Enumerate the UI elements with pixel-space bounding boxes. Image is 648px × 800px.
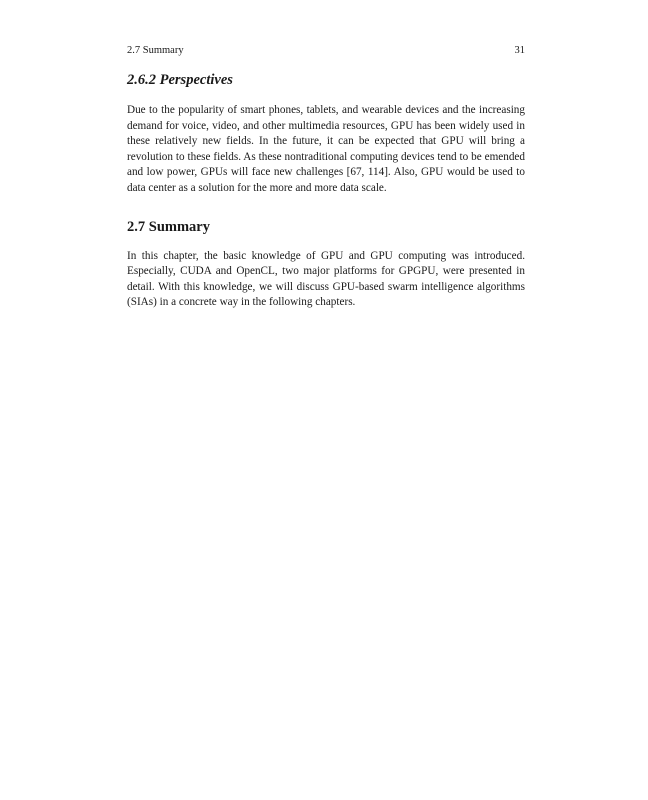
summary-paragraph: In this chapter, the basic knowledge of GPU and GPU computing was introduced. Especially, CUDA and OpenCL, two major platforms for GPGPU, were presented in detail. With this knowledge, we will discuss GPU-based swarm intelligence algorithms (SIAs) in a concrete way in the following chapters. (127, 249, 525, 309)
running-head (127, 44, 525, 58)
book-page (127, 44, 525, 311)
section-heading-summary: 2.7 Summary (127, 218, 210, 235)
subsection-heading-perspectives: 2.6.2 Perspectives (127, 72, 233, 88)
perspectives-paragraph: Due to the popularity of smart phones, tablets, and wearable devices and the increasing demand for voice, video, and other multimedia resources, GPU has been widely used in these relatively new fields. In the future, it can be expected that GPU will bring a revolution to these fields. As these nontraditional computing devices tend to be emended and low power, GPUs will face new challenges [67, 114]. Also, GPU would be used to data center as a solution for the more and more data scale. (127, 104, 525, 194)
page-number: 31 (514, 45, 525, 56)
running-head-section: 2.7 Summary (127, 45, 184, 56)
